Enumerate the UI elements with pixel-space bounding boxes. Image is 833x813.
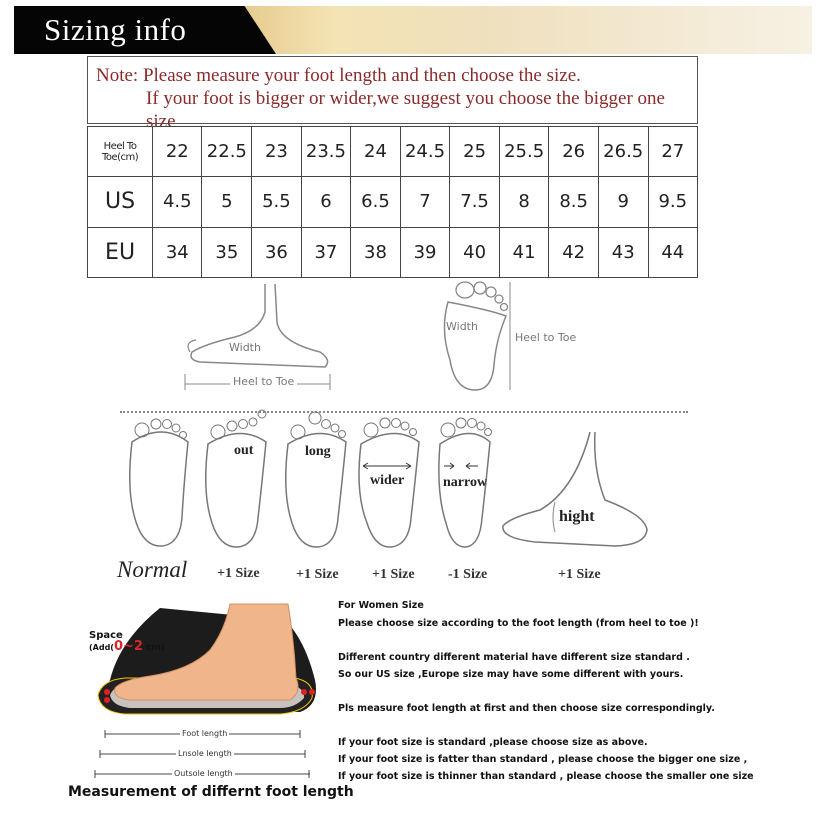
normal-label: Normal: [117, 557, 188, 582]
insole-length-label: Lnsole length: [178, 749, 232, 758]
note-line-2: If your foot is bigger or wider,we suggest you choose the bigger one size: [146, 88, 665, 132]
note-line-1: Note: Please measure your foot length and then choose the size.: [96, 65, 581, 86]
size-caption: +1 Size: [217, 566, 260, 581]
measurement-caption: Measurement of differnt foot length: [68, 784, 354, 800]
table-cell: 6.5: [351, 177, 400, 227]
note-box: [87, 56, 698, 132]
space-label: Space: [89, 630, 123, 641]
size-caption: +1 Size: [558, 567, 601, 582]
table-cell: 39: [400, 227, 450, 277]
table-cell: 41: [499, 227, 549, 277]
table-cell: 22: [153, 127, 202, 177]
table-cell: 8.5: [549, 177, 598, 227]
page-title: Sizing info: [44, 12, 187, 47]
table-cell: 26.5: [598, 127, 648, 177]
width-label: Width: [229, 341, 261, 354]
table-row: [88, 177, 698, 227]
table-cell: 23.5: [301, 127, 351, 177]
table-cell: 5: [202, 177, 252, 227]
wider-label: wider: [370, 473, 405, 488]
table-cell: 5.5: [252, 177, 301, 227]
table-cell: 34: [153, 227, 202, 277]
normal-foot-icon: [122, 412, 197, 552]
table-row: [88, 227, 698, 277]
outsole-length-label: Outsole length: [174, 769, 233, 778]
row-header: Heel To Toe(cm): [88, 127, 153, 177]
info-line: So our US size ,Europe size may have some different with yours.: [338, 669, 684, 680]
table-cell: 7: [400, 177, 450, 227]
header-banner: [14, 6, 812, 54]
table-cell: 23: [252, 127, 301, 177]
table-cell: 6: [301, 177, 351, 227]
info-line: For Women Size: [338, 600, 424, 611]
table-cell: 8: [499, 177, 549, 227]
table-cell: 43: [598, 227, 648, 277]
table-cell: 35: [202, 227, 252, 277]
table-cell: 22.5: [202, 127, 252, 177]
info-line: Please choose size according to the foot length (from heel to toe )!: [338, 618, 699, 629]
size-table: [87, 126, 698, 278]
table-cell: 42: [549, 227, 598, 277]
out-foot-icon: [200, 408, 275, 553]
heel-to-toe-label: Heel to Toe: [230, 375, 297, 388]
out-label: out: [234, 443, 254, 458]
size-caption: -1 Size: [448, 567, 488, 582]
long-foot-icon: [280, 408, 355, 553]
table-cell: 27: [648, 127, 697, 177]
size-caption: +1 Size: [372, 567, 415, 582]
table-cell: 24: [351, 127, 400, 177]
table-cell: 7.5: [450, 177, 499, 227]
table-cell: 25: [450, 127, 499, 177]
info-line: If your foot size is thinner than standard , please choose the smaller one size: [338, 771, 754, 782]
row-header: US: [88, 177, 153, 227]
long-label: long: [305, 444, 331, 459]
info-line: If your foot size is standard ,please choose size as above.: [338, 737, 648, 748]
table-cell: 36: [252, 227, 301, 277]
table-cell: 37: [301, 227, 351, 277]
row-header: EU: [88, 227, 153, 277]
shoe-measurement-illustration: [90, 600, 330, 720]
width-label-2: Width: [446, 320, 478, 333]
high-foot-icon: [495, 430, 655, 555]
heel-to-toe-label-2: Heel to Toe: [515, 331, 577, 344]
table-cell: 38: [351, 227, 400, 277]
table-cell: 44: [648, 227, 697, 277]
table-cell: 25.5: [499, 127, 549, 177]
foot-length-label: Foot length: [182, 729, 228, 738]
narrow-label: narrow: [443, 475, 488, 490]
info-line: Different country different material have different size standard .: [338, 652, 690, 663]
info-line: Pls measure foot length at first and then choose size correspondingly.: [338, 703, 715, 714]
hight-label: hight: [559, 508, 595, 525]
space-add-label: (Add(: [89, 643, 114, 652]
space-unit: cm): [146, 643, 165, 653]
table-cell: 9: [598, 177, 648, 227]
table-cell: 40: [450, 227, 499, 277]
table-cell: 9.5: [648, 177, 697, 227]
table-cell: 4.5: [153, 177, 202, 227]
table-row: [88, 127, 698, 177]
table-cell: 24.5: [400, 127, 450, 177]
info-line: If your foot size is fatter than standard , please choose the bigger one size ,: [338, 754, 748, 765]
table-cell: 26: [549, 127, 598, 177]
space-range: 0~2: [113, 639, 143, 654]
size-caption: +1 Size: [296, 567, 339, 582]
space-note: [89, 630, 165, 654]
